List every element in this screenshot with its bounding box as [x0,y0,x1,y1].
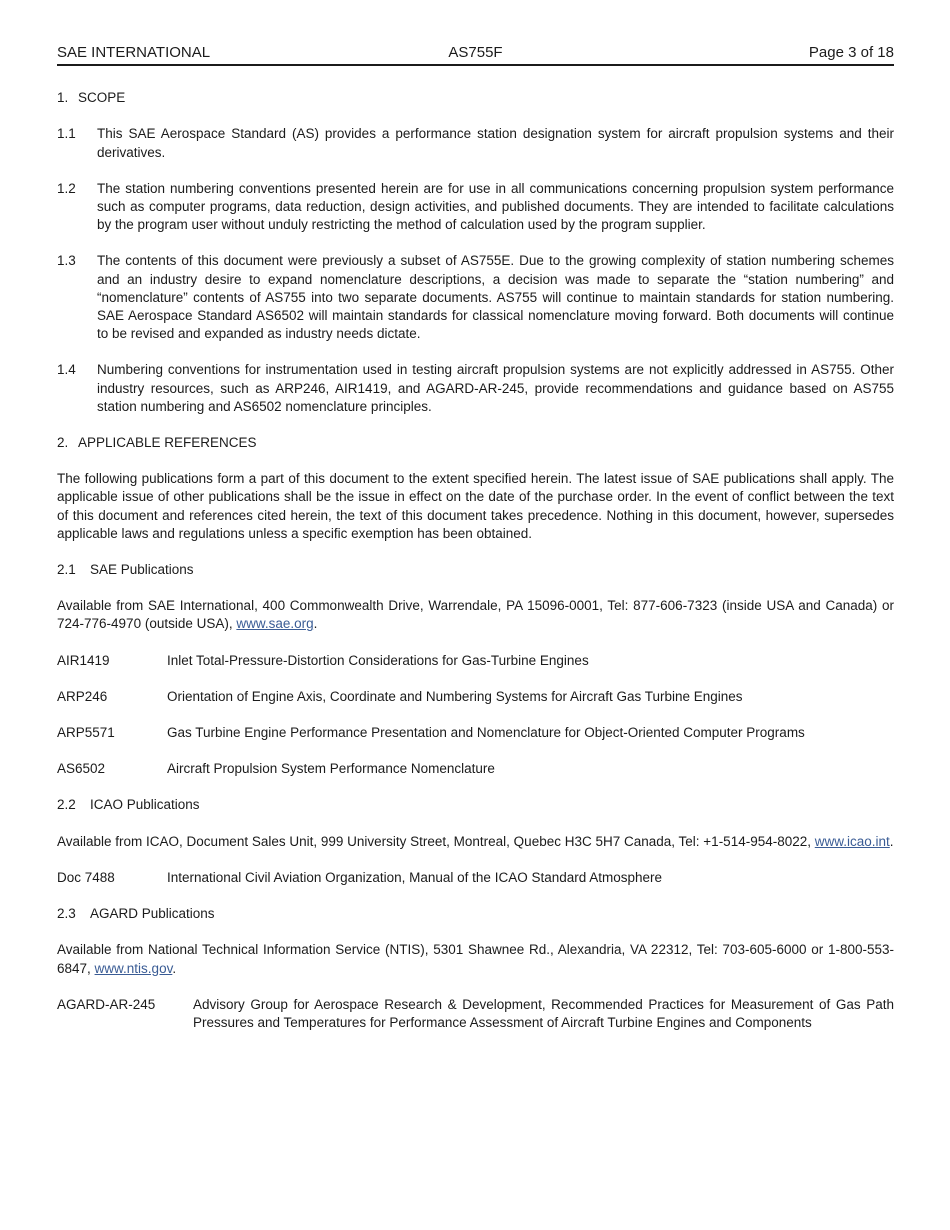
icao-availability-paragraph [57,833,894,851]
section-title: AGARD Publications [90,906,215,922]
paragraph-1-4 [57,361,894,416]
reference-description: International Civil Aviation Organization, Manual of the ICAO Standard Atmosphere [167,869,663,885]
address-text: Available from ICAO, Document Sales Unit, 999 University Street, Montreal, Quebec H3C 5H7 Canada, Tel: +1-514-954-8022, [57,833,815,849]
paragraph-text: Numbering conventions for instrumentation used in testing aircraft propulsion systems are not explicitly addressed in AS755. Other industry resources, such as ARP246, AIR1419, and AGARD-AR-245, provide recommendations and guidance based on AS755 station numbering and AS6502 nomenclature principles. [97,362,894,414]
sae-availability-paragraph [57,597,894,633]
section-number: 2.1 [57,562,76,578]
ntis-website-link[interactable]: www.ntis.gov [94,960,173,976]
paragraph-1-2 [57,180,894,235]
agard-availability-paragraph [57,941,894,977]
references-intro-paragraph: The following publications form a part of this document to the extent specified herein. The latest issue of SAE publications shall apply. The applicable issue of other publications shall be the issue in effect on the date of the purchase order. In the event of conflict between the text of this document and references cited herein, the text of this document takes precedence. Nothing in this document, however, supersedes applicable laws and regulations unless a specific exemption has been obtained. [57,471,894,541]
paragraph-text: The station numbering conventions presented herein are for use in all communications concerning propulsion system performance such as computer programs, data reduction, design activities, and published documents. They are intended to facilitate calculations by the program user without unduly restricting the method of calculation used by the program supplier. [97,180,894,233]
icao-website-link[interactable]: www.icao.int [814,833,890,849]
paragraph-1-1 [57,125,894,161]
reference-entry-arp246 [57,688,894,706]
section-number: 1. [57,90,69,106]
paragraph-1-3 [57,252,894,343]
reference-description: Aircraft Propulsion System Performance Nomenclature [167,761,495,777]
section-2-3-heading [57,905,894,923]
reference-description: Inlet Total-Pressure-Distortion Considerations for Gas-Turbine Engines [167,652,589,668]
section-title: ICAO Publications [90,797,200,813]
reference-entry-doc7488 [57,869,894,887]
address-text-end: . [313,616,318,632]
reference-label: AGARD-AR-245 [57,996,156,1012]
reference-label: ARP5571 [57,725,115,741]
header-org: SAE INTERNATIONAL [57,44,211,61]
section-2-2-heading [57,796,894,814]
paragraph-number: 1.3 [57,253,76,269]
section-2-heading [57,434,894,452]
section-2-1-heading [57,561,894,579]
reference-description: Advisory Group for Aerospace Research & Development, Recommended Practices for Measurement of Gas Path Pressures and Temperatures for Performance Assessment of Aircraft Turbine Engines and Components [193,996,894,1030]
reference-entry-as6502 [57,760,894,778]
paragraph-text: The contents of this document were previously a subset of AS755E. Due to the growing complexity of station numbering schemes and an industry desire to expand nomenclature descriptions, a decision was made to separate the “station numbering” and “nomenclature” contents of AS755 into two separate documents. AS755 will continue to maintain standards for station numbering. SAE Aerospace Standard AS6502 will maintain standards for classical nomenclature moving forward. Both documents will continue to be revised and expanded as industry needs dictate. [97,253,894,342]
section-number: 2. [57,435,69,451]
address-text: Available from SAE International, 400 Commonwealth Drive, Warrendale, PA 15096-0001, Tel: 877-606-7323 (inside USA and Canada) or 724-776-4970 (outside USA), [57,598,894,632]
reference-entry-arp5571 [57,724,894,742]
header-page-number: Page 3 of 18 [808,44,894,61]
reference-label: ARP246 [57,688,108,704]
reference-label: AS6502 [57,761,106,777]
section-number: 2.3 [57,906,76,922]
reference-label: Doc 7488 [57,869,115,885]
paragraph-number: 1.4 [57,362,76,378]
header-doc-number: AS755F [448,44,503,61]
address-text-end: . [172,960,177,976]
section-title: SCOPE [78,90,126,106]
page-header [57,44,894,66]
reference-description: Gas Turbine Engine Performance Presentation and Nomenclature for Object-Oriented Computer Programs [167,725,805,741]
section-title: APPLICABLE REFERENCES [78,435,257,451]
address-text-end: . [889,833,894,849]
paragraph-text: This SAE Aerospace Standard (AS) provides a performance station designation system for aircraft propulsion systems and their derivatives. [97,126,894,160]
section-title: SAE Publications [90,562,194,578]
reference-label: AIR1419 [57,652,110,668]
section-number: 2.2 [57,797,76,813]
paragraph-number: 1.1 [57,126,76,142]
sae-website-link[interactable]: www.sae.org [236,616,314,632]
reference-entry-air1419 [57,652,894,670]
section-1-heading [57,89,894,107]
paragraph-number: 1.2 [57,180,76,196]
address-text: Available from National Technical Information Service (NTIS), 5301 Shawnee Rd., Alexandria, VA 22312, Tel: 703-605-6000 or 1-800-553-6847, [57,942,894,976]
reference-description: Orientation of Engine Axis, Coordinate and Numbering Systems for Aircraft Gas Turbine Engines [167,688,743,704]
reference-entry-agard-ar-245 [57,996,894,1032]
